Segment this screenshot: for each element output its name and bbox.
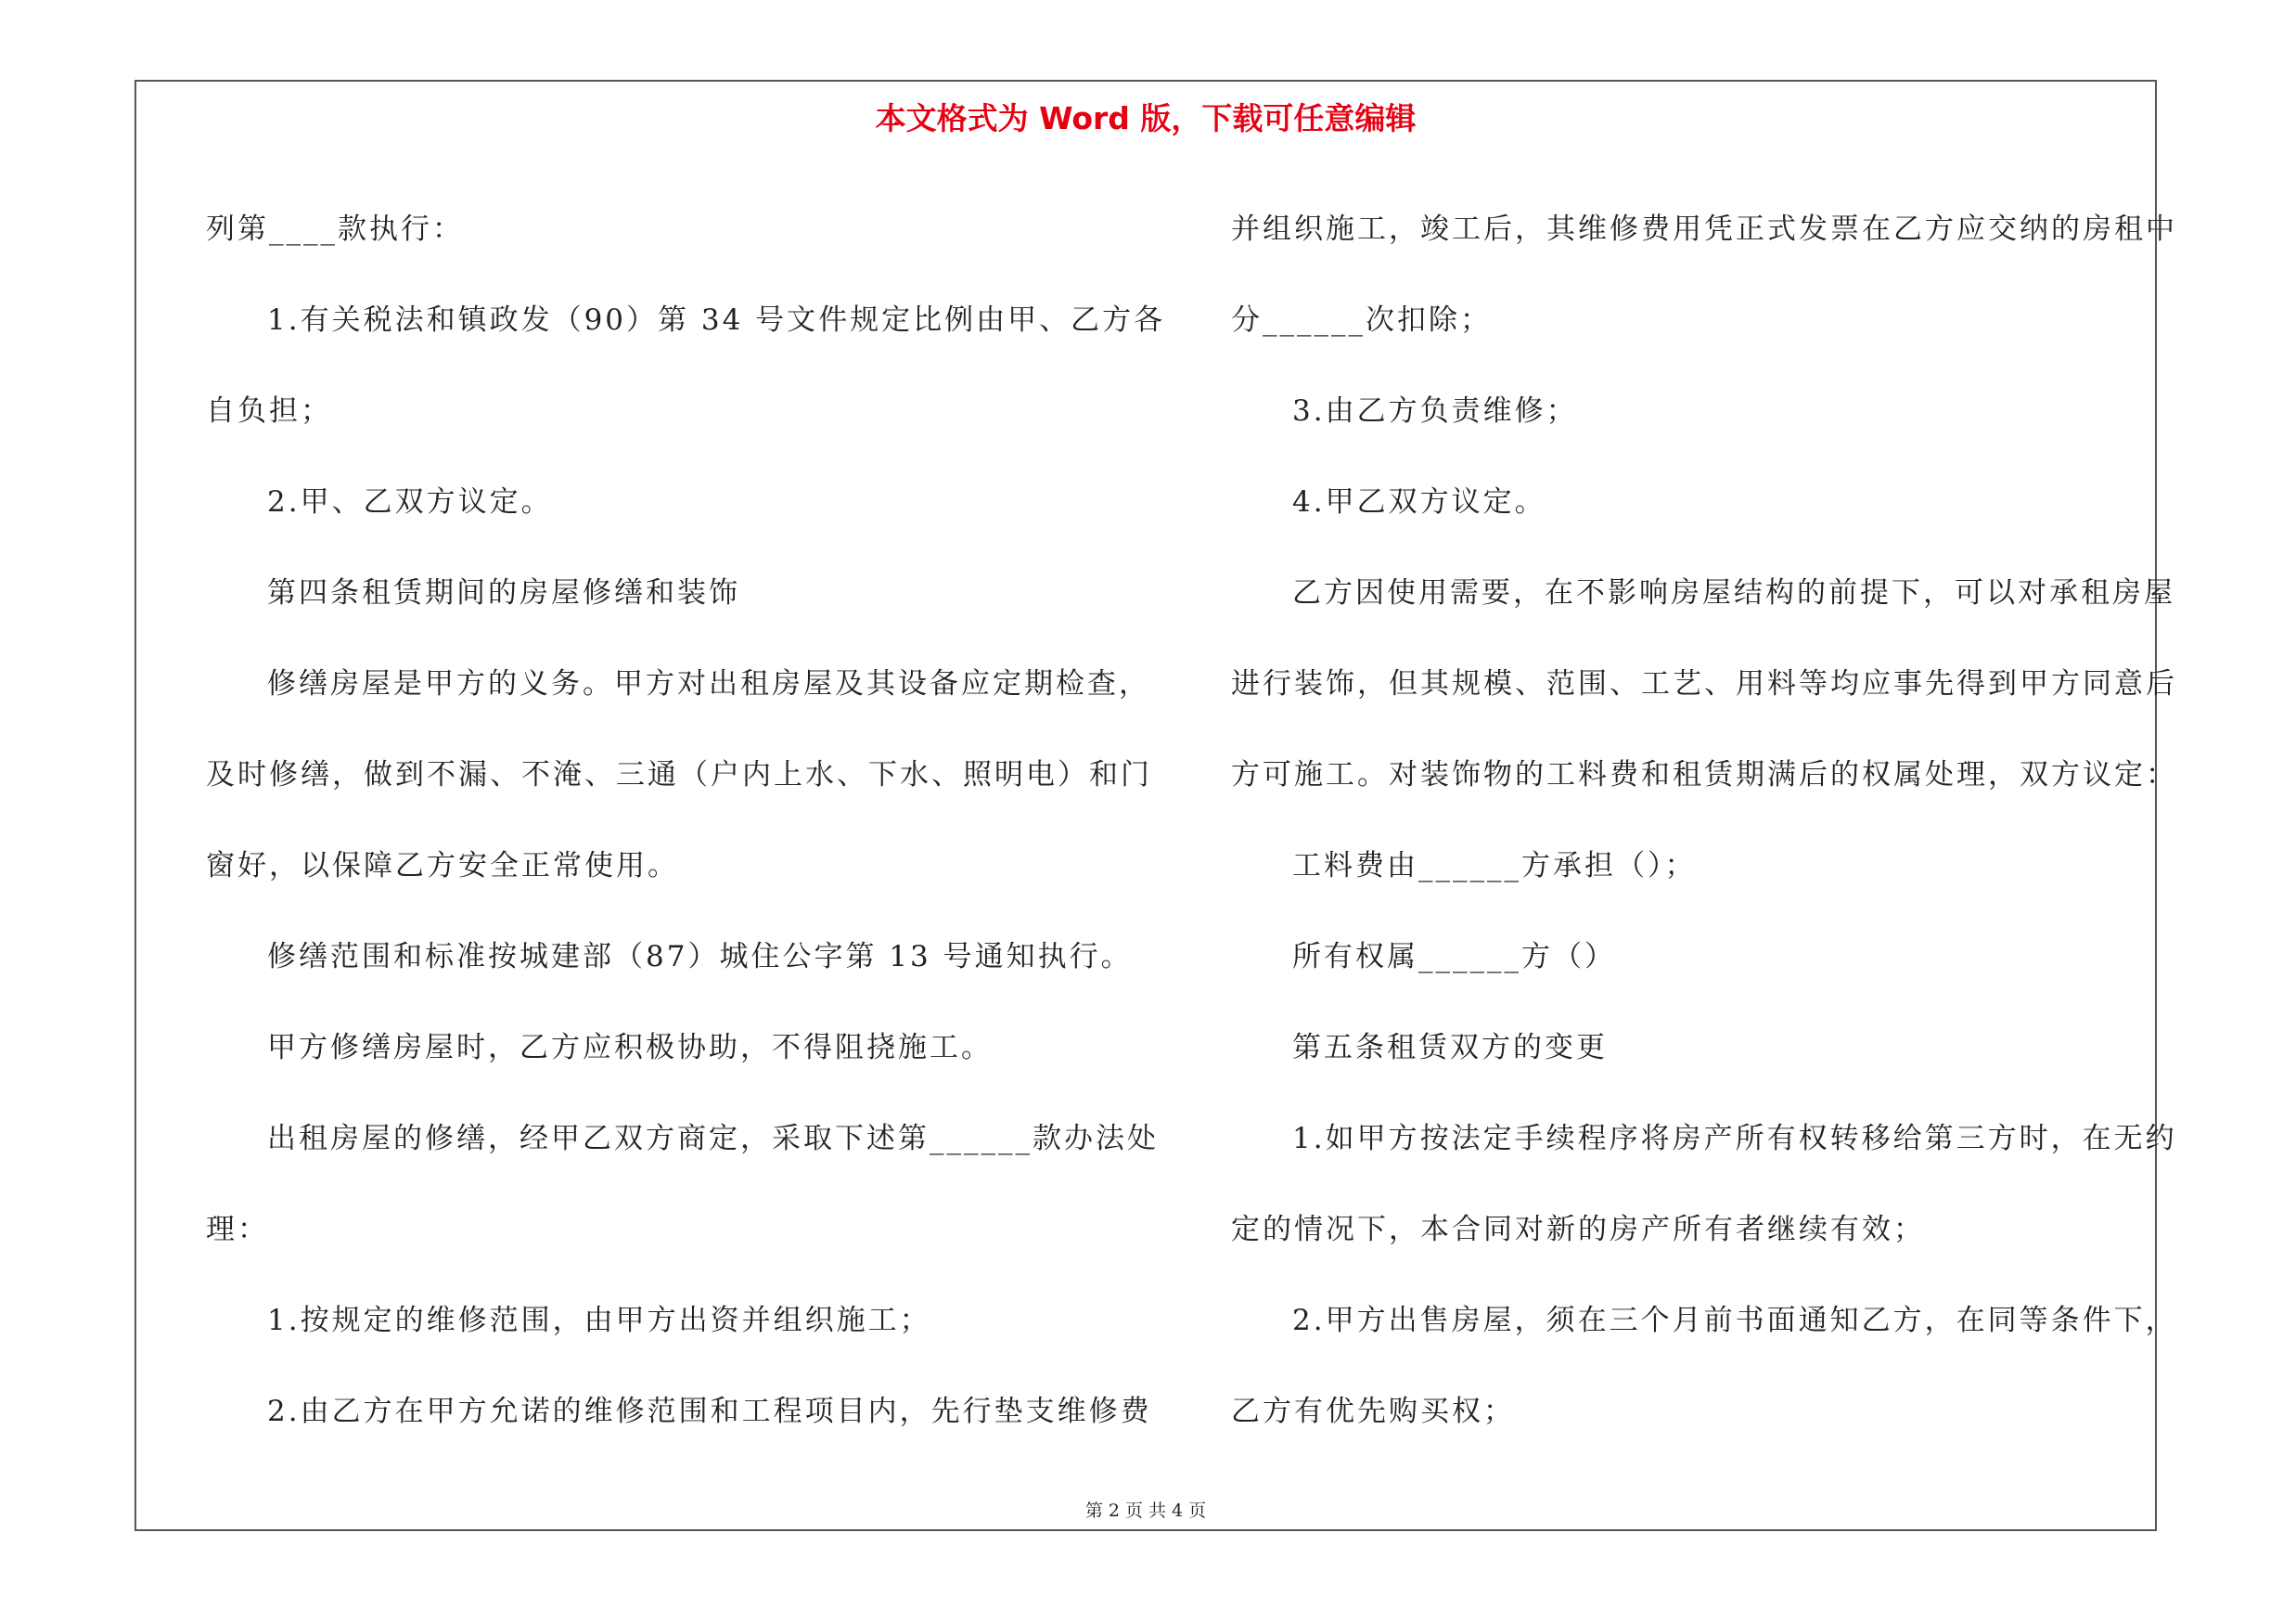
paragraph-line: 自负担；: [206, 394, 332, 428]
paragraph-line: 列第____款执行：: [206, 213, 464, 246]
paragraph-line: 1.按规定的维修范围，由甲方出资并组织施工；: [267, 1304, 931, 1337]
page-frame: [135, 80, 2177, 1531]
paragraph-line: 2.甲方出售房屋，须在三个月前书面通知乙方，在同等条件下，: [1292, 1304, 2177, 1337]
paragraph-line: 乙方因使用需要，在不影响房屋结构的前提下，可以对承租房屋: [1292, 576, 2175, 610]
paragraph-line: 1.有关税法和镇政发（90）第 34 号文件规定比例由甲、乙方各: [267, 303, 1166, 337]
paragraph-line: 甲方修缮房屋时，乙方应积极协助，不得阻挠施工。: [267, 1031, 993, 1064]
paragraph-line: 出租房屋的修缮，经甲乙双方商定，采取下述第______款办法处: [267, 1122, 1159, 1155]
paragraph-line: 及时修缮，做到不漏、不淹、三通（户内上水、下水、照明电）和门: [206, 758, 1152, 792]
page-banner: 本文格式为 Word 版，下载可任意编辑: [875, 100, 1417, 136]
paragraph-line: 定的情况下，本合同对新的房产所有者继续有效；: [1231, 1213, 1925, 1246]
paragraph-line: 乙方有优先购买权；: [1231, 1395, 1515, 1428]
paragraph-line: 工料费由______方承担（）；: [1292, 849, 1697, 882]
paragraph-line: 窗好，以保障乙方安全正常使用。: [206, 849, 679, 882]
paragraph-line: 分______次扣除；: [1231, 303, 1492, 337]
paragraph-line: 第五条租赁双方的变更: [1292, 1031, 1608, 1064]
paragraph-line: 修缮范围和标准按城建部（87）城住公字第 13 号通知执行。: [267, 940, 1133, 973]
paragraph-line: 理：: [206, 1213, 269, 1246]
paragraph-line: 第四条租赁期间的房屋修缮和装饰: [267, 576, 740, 610]
paragraph-line: 2.由乙方在甲方允诺的维修范围和工程项目内，先行垫支维修费: [267, 1395, 1152, 1428]
paragraph-line: 2.甲、乙双方议定。: [267, 485, 553, 519]
page-number-footer: 第 2 页 共 4 页: [1084, 1501, 1207, 1521]
paragraph-line: 并组织施工，竣工后，其维修费用凭正式发票在乙方应交纳的房租中: [1231, 213, 2177, 246]
paragraph-line: 方可施工。对装饰物的工料费和租赁期满后的权属处理，双方议定：: [1231, 758, 2177, 792]
paragraph-line: 所有权属______方（）: [1292, 940, 1616, 973]
left-column: [206, 184, 1166, 1457]
paragraph-line: 修缮房屋是甲方的义务。甲方对出租房屋及其设备应定期检查，: [267, 667, 1150, 701]
right-column: [1231, 184, 2177, 1457]
paragraph-line: 进行装饰，但其规模、范围、工艺、用料等均应事先得到甲方同意后: [1231, 667, 2177, 701]
paragraph-line: 4.甲乙双方议定。: [1292, 485, 1546, 519]
paragraph-line: 3.由乙方负责维修；: [1292, 394, 1578, 428]
paragraph-line: 1.如甲方按法定手续程序将房产所有权转移给第三方时，在无约: [1292, 1122, 2177, 1155]
